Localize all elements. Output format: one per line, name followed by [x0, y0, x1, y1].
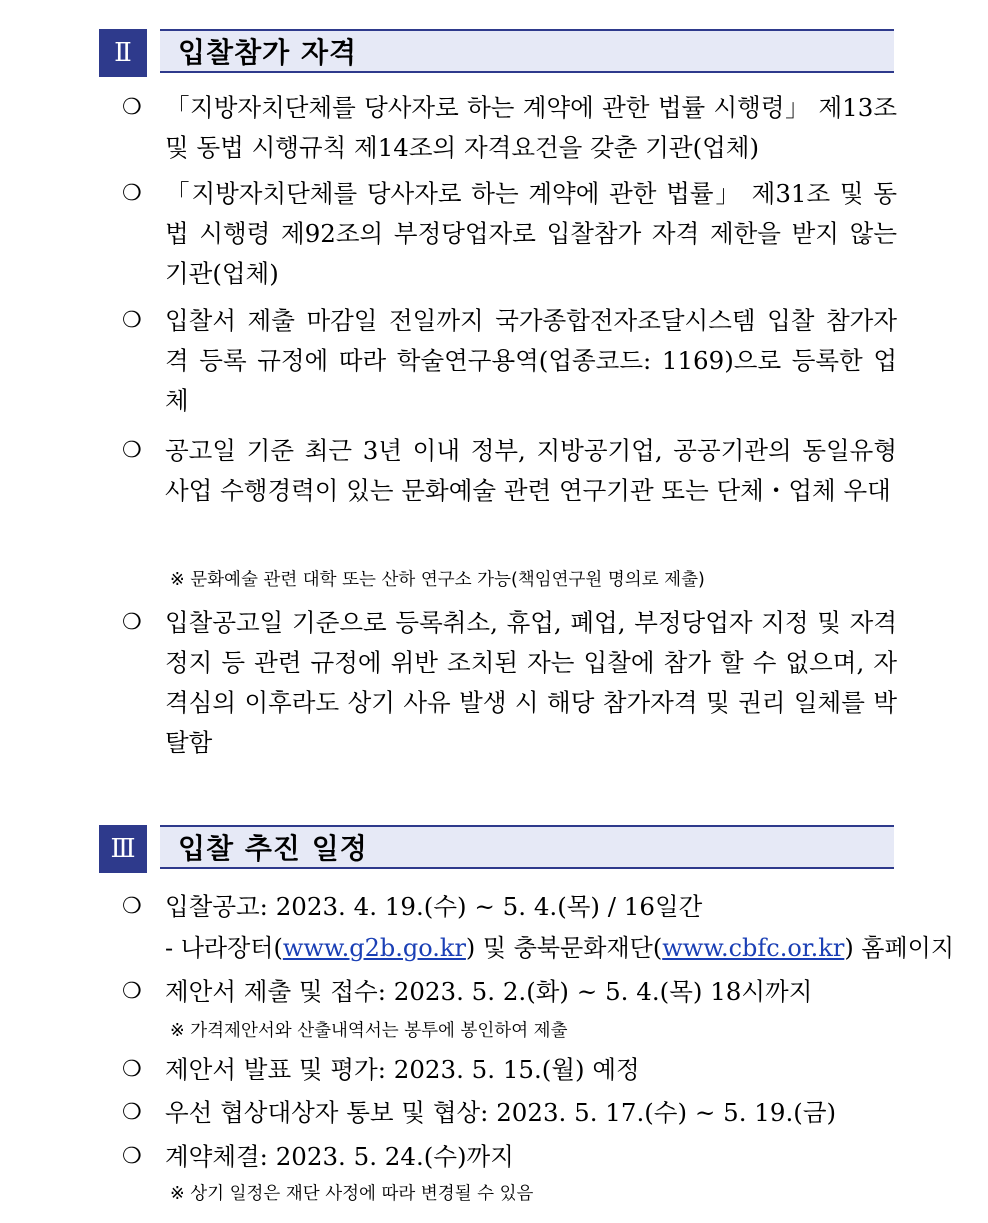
section-number: Ⅱ — [99, 29, 147, 77]
schedule-item — [122, 972, 897, 1012]
item-text: 계약체결: 2023. 5. 24.(수)까지 — [165, 1142, 514, 1171]
schedule-item — [122, 1137, 897, 1177]
bullet-circle-icon: ❍ — [122, 979, 142, 1004]
schedule-note: ※ 가격제안서와 산출내역서는 봉투에 봉인하여 제출 — [170, 1021, 568, 1041]
eligibility-item — [122, 431, 897, 511]
eligibility-item — [122, 174, 897, 294]
item-text: 제안서 발표 및 평가: 2023. 5. 15.(월) 예정 — [165, 1055, 640, 1084]
schedule-item — [122, 1093, 897, 1133]
section-header-eligibility — [99, 29, 894, 77]
sub-text: ) 및 충북문화재단( — [465, 934, 663, 962]
bullet-circle-icon: ❍ — [122, 1100, 142, 1125]
item-text: 입찰공고: 2023. 4. 19.(수) ~ 5. 4.(목) / 16일간 — [165, 892, 703, 921]
bullet-circle-icon: ❍ — [122, 95, 142, 120]
eligibility-item — [122, 88, 897, 168]
bullet-circle-icon: ❍ — [122, 438, 142, 463]
item-text: 「지방자치단체를 당사자로 하는 계약에 관한 법률」 제31조 및 동법 시행령 제92조의 부정당업자로 입찰참가 자격 제한을 받지 않는 기관(업체) — [165, 179, 897, 288]
section-number: Ⅲ — [99, 825, 147, 873]
g2b-link[interactable]: www.g2b.go.kr — [282, 934, 466, 962]
section-title: 입찰참가 자격 — [160, 29, 894, 73]
bullet-circle-icon: ❍ — [122, 894, 142, 919]
item-text: 「지방자치단체를 당사자로 하는 계약에 관한 법률 시행령」 제13조 및 동법 시행규칙 제14조의 자격요건을 갖춘 기관(업체) — [165, 93, 897, 162]
section-title: 입찰 추진 일정 — [160, 825, 894, 869]
item-text: 우선 협상대상자 통보 및 협상: 2023. 5. 17.(수) ~ 5. 19.(금) — [165, 1098, 837, 1127]
item-text: 입찰서 제출 마감일 전일까지 국가종합전자조달시스템 입찰 참가자격 등록 규정에 따라 학술연구용역(업종코드: 1169)으로 등록한 업체 — [165, 306, 897, 415]
bullet-circle-icon: ❍ — [122, 1144, 142, 1169]
bullet-circle-icon: ❍ — [122, 308, 142, 333]
bullet-circle-icon: ❍ — [122, 181, 142, 206]
bullet-circle-icon: ❍ — [122, 1057, 142, 1082]
schedule-item — [122, 1050, 897, 1090]
eligibility-note: ※ 문화예술 관련 대학 또는 산하 연구소 가능(책임연구원 명의로 제출) — [170, 570, 705, 590]
sub-text: - 나라장터( — [165, 934, 283, 962]
eligibility-item — [122, 301, 897, 421]
schedule-item — [122, 887, 897, 927]
announcement-sites — [165, 928, 955, 968]
item-text: 입찰공고일 기준으로 등록취소, 휴업, 폐업, 부정당업자 지정 및 자격정지 등 관련 규정에 위반 조치된 자는 입찰에 참가 할 수 없으며, 자격심의 이후라도 상기 사유 발생 시 해당 참가자격 및 권리 일체를 박탈함 — [165, 608, 897, 757]
cbfc-link[interactable]: www.cbfc.or.kr — [662, 934, 845, 962]
section-header-schedule — [99, 825, 894, 873]
item-text: 제안서 제출 및 접수: 2023. 5. 2.(화) ~ 5. 4.(목) 18시까지 — [165, 977, 813, 1006]
eligibility-item — [122, 603, 897, 763]
schedule-note: ※ 상기 일정은 재단 사정에 따라 변경될 수 있음 — [170, 1184, 534, 1204]
item-text: 공고일 기준 최근 3년 이내 정부, 지방공기업, 공공기관의 동일유형 사업 수행경력이 있는 문화예술 관련 연구기관 또는 단체・업체 우대 — [165, 436, 897, 505]
sub-text: ) 홈페이지 — [844, 934, 955, 962]
bullet-circle-icon: ❍ — [122, 610, 142, 635]
